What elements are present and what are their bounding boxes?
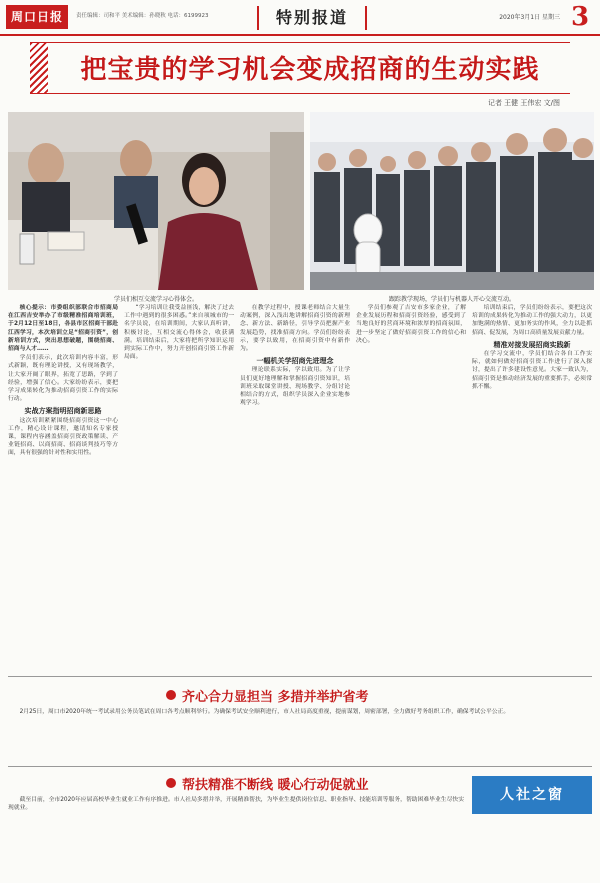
article-column-2 bbox=[124, 304, 234, 670]
article-subhead: 精准对接发展招商实践新 bbox=[493, 339, 571, 349]
article-paragraph: 在教学过程中，授课老师结合大量生动案例，深入浅出地讲解招商引资的新理念、新方法、新路径，引导学员把握产业发展趋势，找准招商方向。学员们纷纷表示，要学以致用，在招商引资中有新作为。 bbox=[240, 305, 350, 353]
section-divider bbox=[8, 766, 592, 767]
story-title-employment: 帮扶精准不断线 暖心行动促就业 bbox=[182, 778, 369, 793]
article-paragraph: 学员们表示，此次培训内容丰富，形式新颖，既有理论讲授，又有现场教学，让大家开阔了眼界，拓宽了思路，学到了经验，增强了信心。大家纷纷表示，要把学习成果转化为推动招商引资工作的实际行动。 bbox=[8, 355, 118, 403]
column-badge: 人社之窗 bbox=[472, 776, 592, 814]
story-bullet-icon bbox=[166, 690, 176, 700]
article-subhead: 实战方案指明招商新思路 bbox=[24, 406, 102, 416]
headline: 把宝贵的学习机会变成招商的生动实践 bbox=[80, 55, 540, 85]
newspaper-logo: 周口日报 bbox=[6, 5, 68, 29]
editors-line: 责任编辑：司和平 美术编辑：孙晓秋 电话：6199923 bbox=[76, 13, 209, 19]
byline: 记者 王健 王伟宏 文/图 bbox=[487, 99, 560, 107]
article-paragraph: 理论联系实际，学以致用。为了让学员们更好地理解和掌握招商引资知识，培训班采取课堂讲授、现场教学、分组讨论相结合的方式，组织学员深入企业实地参观学习。 bbox=[240, 367, 350, 407]
photo-caption-right: 跟踪教学现场，学员们与机器人开心交流互动。 bbox=[388, 296, 515, 303]
story-paragraph: 截至目前，全市2020年应届高校毕业生就业工作有序推进。市人社局多措并举，开展精准帮扶，为毕业生提供岗位信息、职业指导、技能培训等服务，帮助困难毕业生尽快实现就业。 bbox=[8, 797, 464, 812]
section-title: 特别报道 bbox=[257, 6, 367, 30]
photo-illustration-left bbox=[8, 112, 304, 290]
headline-decoration bbox=[30, 43, 48, 93]
story-bullet-icon bbox=[166, 778, 176, 788]
photo-robot-interaction bbox=[310, 112, 594, 290]
story-body-employment bbox=[8, 796, 464, 876]
article-column-3 bbox=[240, 304, 350, 670]
article-paragraph: 在学习交流中，学员们结合各自工作实际，就如何做好招商引资工作进行了深入探讨，提出了许多建设性意见。大家一致认为，招商引资是推动经济发展的重要抓手，必须常抓不懈。 bbox=[472, 351, 592, 390]
page-number: 3 bbox=[570, 2, 590, 32]
article-lead: 核心提示：市委组织部联合市招商局在江西吉安举办了市级精准招商培训班，于2月12日至18日，各县市区招商干部赴江西学习，本次培训立足“招商引资”，创新培训方式，突出思想破题，围绕招商、招商与人才…… bbox=[8, 305, 118, 353]
section-divider bbox=[8, 676, 592, 677]
article-subhead: 一幅机关学招商先进理念 bbox=[256, 356, 334, 366]
story-body-exam bbox=[8, 708, 592, 764]
article-column-1 bbox=[8, 304, 118, 670]
photo-caption-left: 学员们相互交流学习心得体会。 bbox=[113, 296, 198, 303]
article-column-4 bbox=[356, 304, 466, 670]
article-column-5 bbox=[472, 304, 592, 670]
story-title-exam: 齐心合力显担当 多措并举护省考 bbox=[182, 690, 369, 705]
publication-date: 2020年3月1日 星期三 bbox=[499, 14, 560, 21]
article-paragraph: 这次培训紧紧围绕招商引资这一中心工作，精心设计课程，邀请知名专家授课，课程内容涵盖招商引资政策解读、产业链招商、以商招商、招商谈判技巧等方面，具有很强的针对性和实用性。 bbox=[8, 417, 118, 457]
headline-block bbox=[30, 42, 570, 94]
masthead bbox=[0, 0, 600, 36]
article-paragraph: “学习培训让我受益匪浅，解决了过去工作中遇到的很多困惑。”来自项城市的一名学员说，在培训期间，大家认真听讲，积极讨论，互相交流心得体会，收获满满。培训结束后，大家将把所学知识运用到实际工作中，努力开创招商引资工作新局面。 bbox=[124, 305, 234, 361]
photo-illustration-right bbox=[310, 112, 594, 290]
article-paragraph: 培训结束后，学员们纷纷表示，要把这次培训的成果转化为推动工作的强大动力，以更加饱满的热情、更加务实的作风，全力以赴抓招商、促发展，为周口高质量发展贡献力量。 bbox=[472, 305, 592, 336]
story-paragraph: 2月25日，周口市2020年统一考试录用公务员笔试在周口各考点顺利举行。为确保考试安全顺利进行，市人社局高度重视，提前谋划，周密部署，全力做好考务组织工作，确保考试公平公正。 bbox=[19, 709, 510, 715]
article-paragraph: 学员们参观了吉安市多家企业，了解企业发展历程和招商引资经验，感受到了当地良好的营商环境和浓厚的招商氛围，进一步坚定了做好招商引资工作的信心和决心。 bbox=[356, 305, 466, 344]
photo-training-discussion bbox=[8, 112, 304, 290]
